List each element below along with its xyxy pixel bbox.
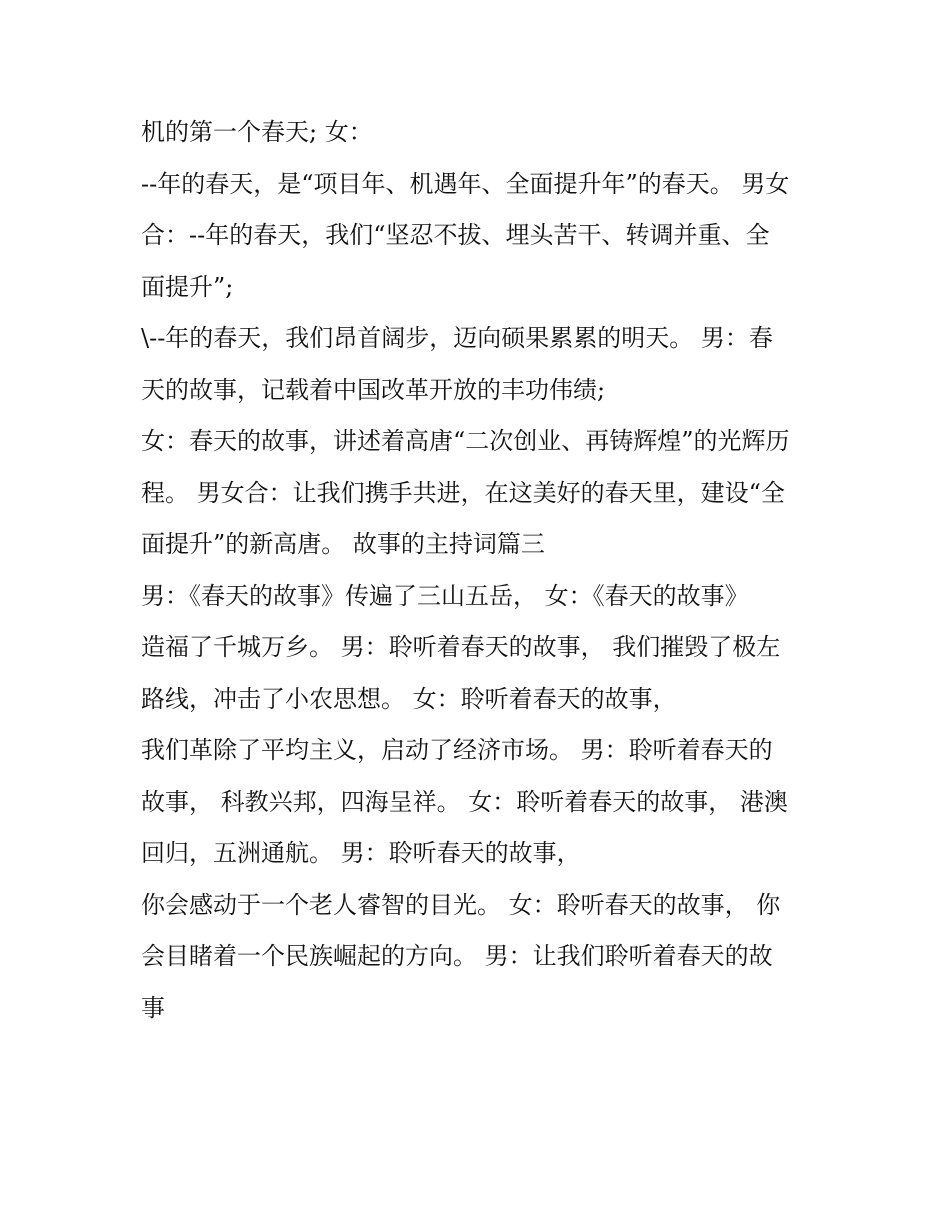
text-line-5: \--年的春天，我们昂首阔步，迈向硕果累累的明天。 男：春	[141, 324, 773, 352]
text-line-12: 路线，冲击了小农思想。 女：聆听着春天的故事，	[141, 684, 677, 713]
body-text	[141, 107, 821, 1034]
text-line-17: 会目睹着一个民族崛起的方向。 男：让我们聆听着春天的故	[141, 942, 773, 970]
text-line-13: 我们革除了平均主义，启动了经济市场。 男：聆听着春天的	[141, 736, 773, 764]
text-line-14: 故事， 科教兴邦，四海呈祥。 女：聆听着春天的故事， 港澳	[141, 787, 788, 816]
text-line-3: 合：--年的春天，我们“坚忍不拔、埋头苦干、转调并重、全	[141, 221, 770, 249]
text-line-2: --年的春天，是“项目年、机遇年、全面提升年”的春天。 男女	[141, 169, 790, 198]
text-line-6: 天的故事，记载着中国改革开放的丰功伟绩;	[141, 375, 606, 404]
text-line-10: 男：《春天的故事》传遍了三山五岳， 女：《春天的故事》	[141, 581, 749, 610]
text-line-7: 女：春天的故事，讲述着高唐“二次创业、再铸辉煌”的光辉历	[141, 427, 790, 455]
text-line-9: 面提升”的新高唐。 故事的主持词篇三	[141, 530, 545, 558]
text-line-16: 你会感动于一个老人睿智的目光。 女：聆听春天的故事， 你	[141, 890, 781, 919]
text-line-1: 机的第一个春天; 女：	[141, 118, 373, 146]
text-line-4: 面提升”;	[141, 272, 234, 301]
text-line-18: 事	[141, 993, 165, 1022]
text-line-11: 造福了千城万乡。 男：聆听着春天的故事， 我们摧毁了极左	[141, 633, 781, 661]
text-line-15: 回归，五洲通航。 男：聆听春天的故事，	[141, 839, 581, 867]
text-line-8: 程。 男女合：让我们携手共进，在这美好的春天里，建设“全	[141, 478, 785, 507]
